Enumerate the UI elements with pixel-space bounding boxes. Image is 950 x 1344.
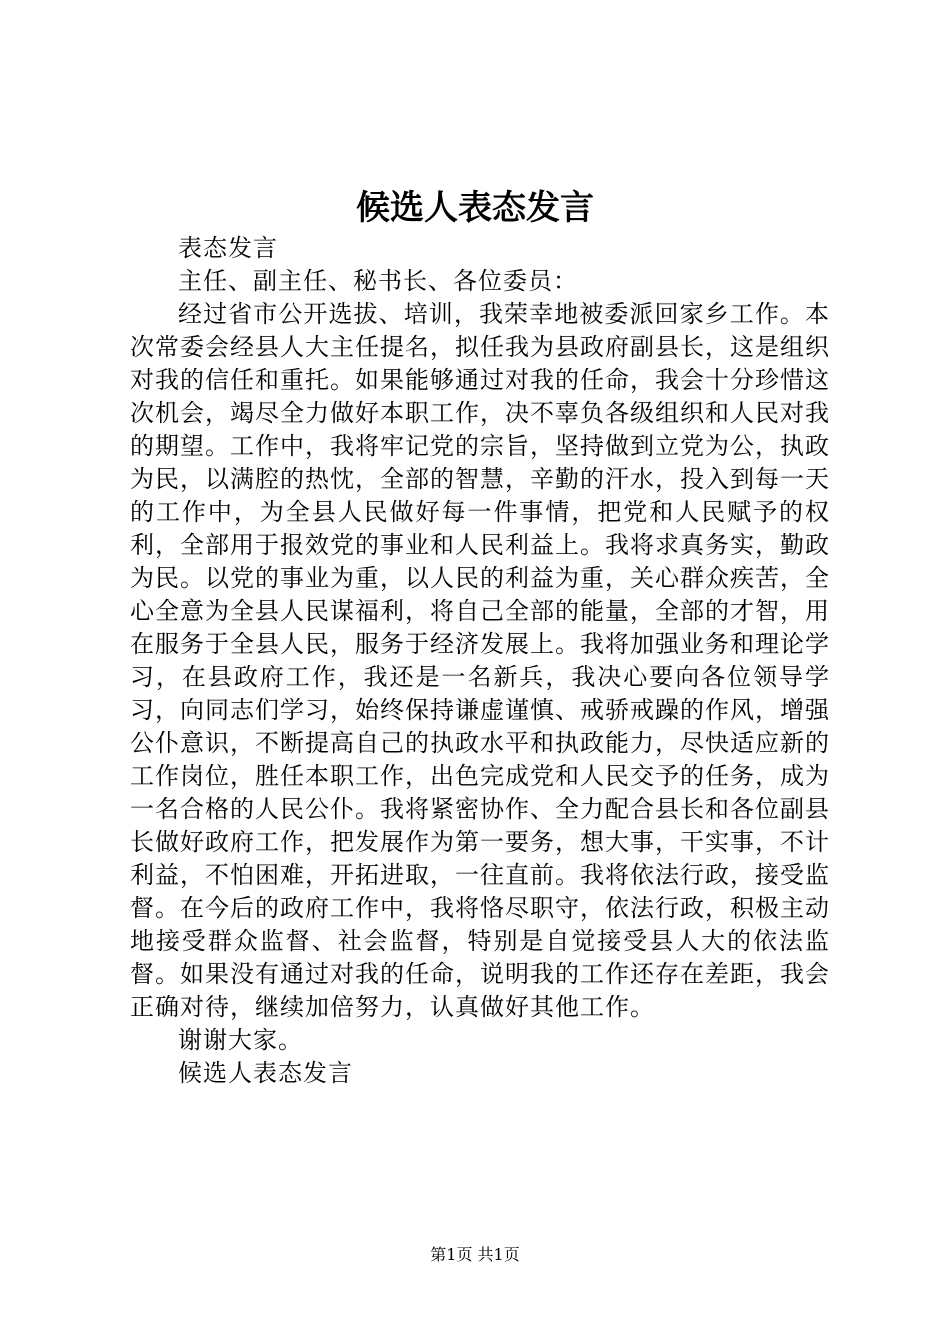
paragraph-thanks: 谢谢大家。 xyxy=(178,1026,303,1054)
document-body xyxy=(130,232,830,1090)
paragraph-heading: 表态发言 xyxy=(178,234,278,262)
paragraph-closing: 候选人表态发言 xyxy=(178,1059,353,1087)
paragraph-main: 经过省市公开选拔、培训，我荣幸地被委派回家乡工作。本次常委会经县人大主任提名，拟任我为县政府副县长，这是组织对我的信任和重托。如果能够通过对我的任命，我会十分珍惜这次机会，竭尽全力做好本职工作，决不辜负各级组织和人民对我的期望。工作中，我将牢记党的宗旨，坚持做到立党为公，执政为民，以满腔的热忱，全部的智慧，辛勤的汗水，投入到每一天的工作中，为全县人民做好每一件事情，把党和人民赋予的权利，全部用于报效党的事业和人民利益上。我将求真务实，勤政为民。以党的事业为重，以人民的利益为重，关心群众疾苦，全心全意为全县人民谋福利，将自己全部的能量，全部的才智，用在服务于全县人民，服务于经济发展上。我将加强业务和理论学习，在县政府工作，我还是一名新兵，我决心要向各位领导学习，向同志们学习，始终保持谦虚谨慎、戒骄戒躁的作风，增强公仆意识，不断提高自己的执政水平和执政能力，尽快适应新的工作岗位，胜任本职工作，出色完成党和人民交予的任务，成为一名合格的人民公仆。我将紧密协作、全力配合县长和各位副县长做好政府工作，把发展作为第一要务，想大事，干实事，不计利益，不怕困难，开拓进取，一往直前。我将依法行政，接受监督。在今后的政府工作中，我将恪尽职守，依法行政，积极主动地接受群众监督、社会监督，特别是自觉接受县人大的依法监督。如果没有通过对我的任命，说明我的工作还存在差距，我会正确对待，继续加倍努力，认真做好其他工作。 xyxy=(130,300,830,1021)
paragraph-salutation: 主任、副主任、秘书长、各位委员： xyxy=(178,267,578,295)
document-title: 候选人表态发言 xyxy=(356,188,594,228)
page-footer: 第1页 共1页 xyxy=(430,1245,520,1264)
